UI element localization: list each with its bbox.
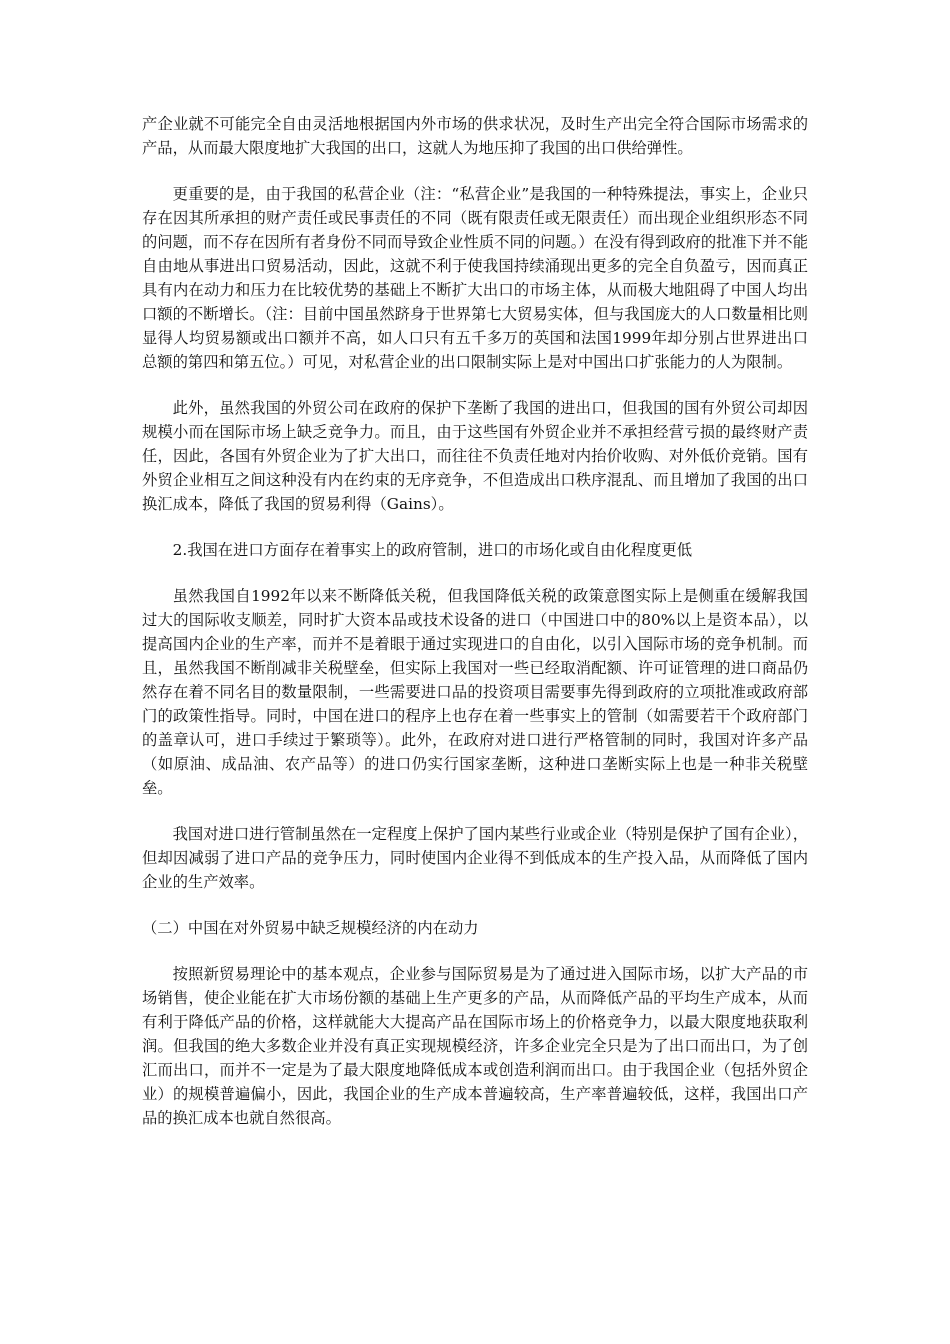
section-heading-scale-economy: （二）中国在对外贸易中缺乏规模经济的内在动力 — [142, 919, 479, 937]
paragraph-export-elasticity: 产企业就不可能完全自由灵活地根据国内外市场的供求状况，及时生产出完全符合国际市场需求的产品，从而最大限度地扩大我国的出口，这就人为地压抑了我国的出口供给弹性。 — [142, 115, 808, 157]
paragraph-new-trade-theory: 按照新贸易理论中的基本观点，企业参与国际贸易是为了通过进入国际市场，以扩大产品的市场销售，使企业能在扩大市场份额的基础上生产更多的产品，从而降低产品的平均生产成本，从而有利于降低产品的价格，这样就能大大提高产品在国际市场上的价格竞争力，以最大限度地获取利润。但我国的绝大多数企业并没有真正实现规模经济，许多企业完全只是为了出口而出口，为了创汇而出口，而并不一定是为了最大限度地降低成本或创造利润而出口。由于我国企业（包括外贸企业）的规模普遍偏小，因此，我国企业的生产成本普遍较高，生产率普遍较低，这样，我国出口产品的换汇成本也就自然很高。 — [142, 965, 808, 1127]
paragraph-state-trading-companies: 此外，虽然我国的外贸公司在政府的保护下垄断了我国的进出口，但我国的国有外贸公司却因规模小而在国际市场上缺乏竞争力。而且，由于这些国有外贸企业并不承担经营亏损的最终财产责任，因此，各国有外贸企业为了扩大出口，而往往不负责任地对内抬价收购、对外低价竞销。国有外贸企业相互之间这种没有内在约束的无序竞争，不但造成出口秩序混乱、而且增加了我国的出口换汇成本，降低了我国的贸易利得（Gains）。 — [142, 399, 808, 513]
paragraph-import-control-effects: 我国对进口进行管制虽然在一定程度上保护了国内某些行业或企业（特别是保护了国有企业），但却因减弱了进口产品的竞争压力，同时使国内企业得不到低成本的生产投入品，从而降低了国内企业的生产效率。 — [142, 825, 808, 891]
document-page — [142, 112, 808, 1152]
paragraph-private-enterprises: 更重要的是，由于我国的私营企业（注：“私营企业”是我国的一种特殊提法，事实上，企业只存在因其所承担的财产责任或民事责任的不同（既有限责任或无限责任）而出现企业组织形态不同的问题，而不存在因所有者身份不同而导致企业性质不同的问题。）在没有得到政府的批准下并不能自由地从事进出口贸易活动，因此，这就不利于使我国持续涌现出更多的完全自负盈亏，因而真正具有内在动力和压力在比较优势的基础上不断扩大出口的市场主体，从而极大地阻碍了中国人均出口额的不断增长。（注：目前中国虽然跻身于世界第七大贸易实体，但与我国庞大的人口数量相比则显得人均贸易额或出口额并不高，如人口只有五千多万的英国和法国1999年却分别占世界进出口总额的第四和第五位。）可见，对私营企业的出口限制实际上是对中国出口扩张能力的人为限制。 — [142, 185, 808, 371]
section-heading-import-control: 2.我国在进口方面存在着事实上的政府管制，进口的市场化或自由化程度更低 — [172, 541, 692, 559]
paragraph-tariff-reduction: 虽然我国自1992年以来不断降低关税，但我国降低关税的政策意图实际上是侧重在缓解我国过大的国际收支顺差，同时扩大资本品或技术设备的进口（中国进口中的80%以上是资本品），以提高国内企业的生产率，而并不是着眼于通过实现进口的自由化，以引入国际市场的竞争机制。而且，虽然我国不断削减非关税壁垒，但实际上我国对一些已经取消配额、许可证管理的进口商品仍然存在着不同名目的数量限制，一些需要进口品的投资项目需要事先得到政府的立项批准或政府部门的政策性指导。同时，中国在进口的程序上也存在着一些事实上的管制（如需要若干个政府部门的盖章认可，进口手续过于繁琐等）。此外，在政府对进口进行严格管制的同时，我国对许多产品（如原油、成品油、农产品等）的进口仍实行国家垄断，这种进口垄断实际上也是一种非关税壁垒。 — [142, 587, 808, 797]
